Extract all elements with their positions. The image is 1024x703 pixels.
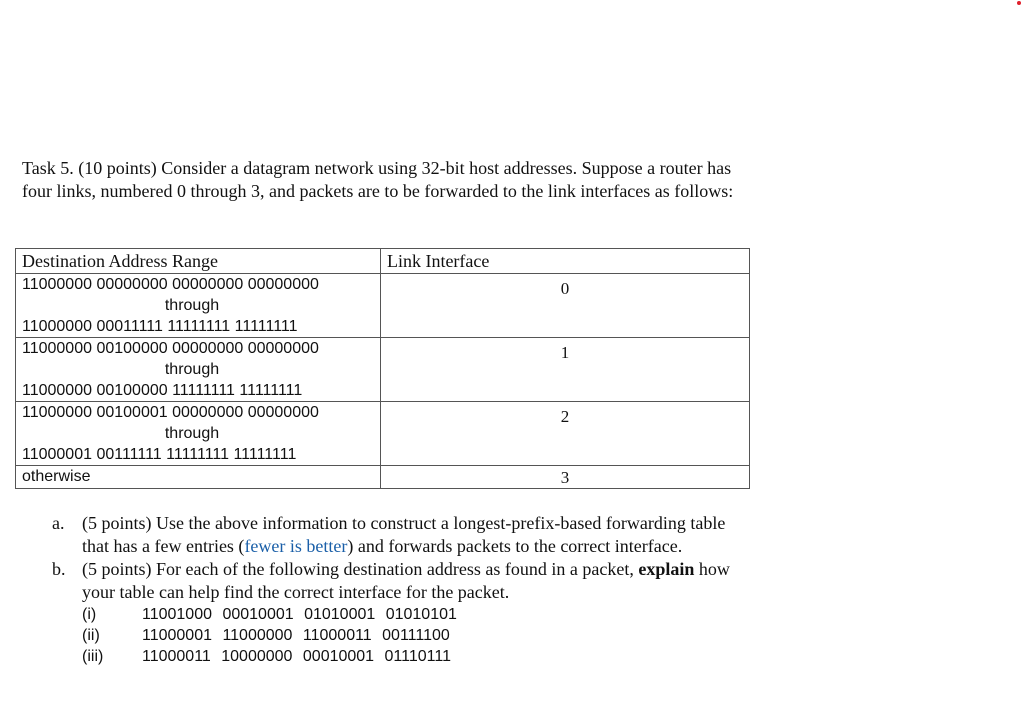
- questions-list: [52, 512, 752, 667]
- red-dot-marker: [1017, 1, 1021, 5]
- range-end: 11000000 00011111 11111111 11111111: [22, 318, 298, 335]
- link-interface-cell: 2: [380, 402, 749, 466]
- range-end: 11000001 00111111 11111111 11111111: [22, 446, 297, 463]
- range-otherwise: otherwise: [22, 468, 91, 485]
- address-item-value: 11001000 00010001 01010001 01010101: [142, 606, 457, 623]
- link-interface-cell: 0: [380, 274, 749, 338]
- range-through: through: [164, 297, 220, 314]
- link-interface-cell: 3: [380, 466, 749, 489]
- address-item-number: (iii): [82, 648, 104, 665]
- address-range-cell: [16, 274, 381, 338]
- forwarding-range-table: [15, 248, 750, 489]
- range-through: through: [164, 425, 220, 442]
- link-interface-cell: 1: [380, 338, 749, 402]
- range-start: 11000000 00000000 00000000 00000000: [22, 276, 319, 293]
- question-b-post: how your table can help find the correct interface for the packet.: [82, 559, 730, 602]
- range-start: 11000000 00100000 00000000 00000000: [22, 340, 319, 357]
- header-link-interface: Link Interface: [380, 249, 749, 274]
- header-destination-range: Destination Address Range: [16, 249, 381, 274]
- range-through: through: [164, 361, 220, 378]
- range-end: 11000000 00100000 11111111 11111111: [22, 382, 303, 399]
- address-item-value: 11000001 11000000 11000011 00111100: [142, 627, 450, 644]
- address-item-number: (i): [82, 606, 97, 623]
- table-row: [16, 402, 750, 466]
- address-range-cell: [16, 402, 381, 466]
- question-a-text: [82, 512, 752, 558]
- table-header-row: [16, 249, 750, 274]
- address-item-value: 11000011 10000000 00010001 01110111: [142, 648, 451, 665]
- question-a-label: a.: [52, 513, 65, 533]
- address-item: [82, 604, 752, 625]
- explain-bold: explain: [638, 559, 695, 579]
- address-range-cell: [16, 338, 381, 402]
- range-start: 11000000 00100001 00000000 00000000: [22, 404, 319, 421]
- fewer-is-better-highlight: fewer is better: [244, 536, 348, 556]
- table-row: [16, 274, 750, 338]
- question-b-pre: (5 points) For each of the following destination address as found in a packet,: [82, 559, 634, 579]
- question-a-pre: (5 points) Use the above information to construct a longest-prefix-based forwarding table that has a few entries (: [82, 513, 726, 556]
- address-item: [82, 625, 752, 646]
- question-b-label: b.: [52, 559, 66, 579]
- question-b-text: [82, 558, 752, 604]
- table-row: [16, 466, 750, 489]
- question-a: [52, 512, 752, 558]
- address-item-number: (ii): [82, 627, 100, 644]
- address-item: [82, 646, 752, 667]
- task-intro: Task 5. (10 points) Consider a datagram network using 32-bit host addresses. Suppose a router has four links, numbered 0 through 3, and packets are to be forwarded to the link interfaces as follows:: [22, 158, 734, 201]
- question-b: [52, 558, 752, 604]
- question-a-post: ) and forwards packets to the correct interface.: [347, 536, 683, 556]
- address-range-cell: [16, 466, 381, 489]
- table-row: [16, 338, 750, 402]
